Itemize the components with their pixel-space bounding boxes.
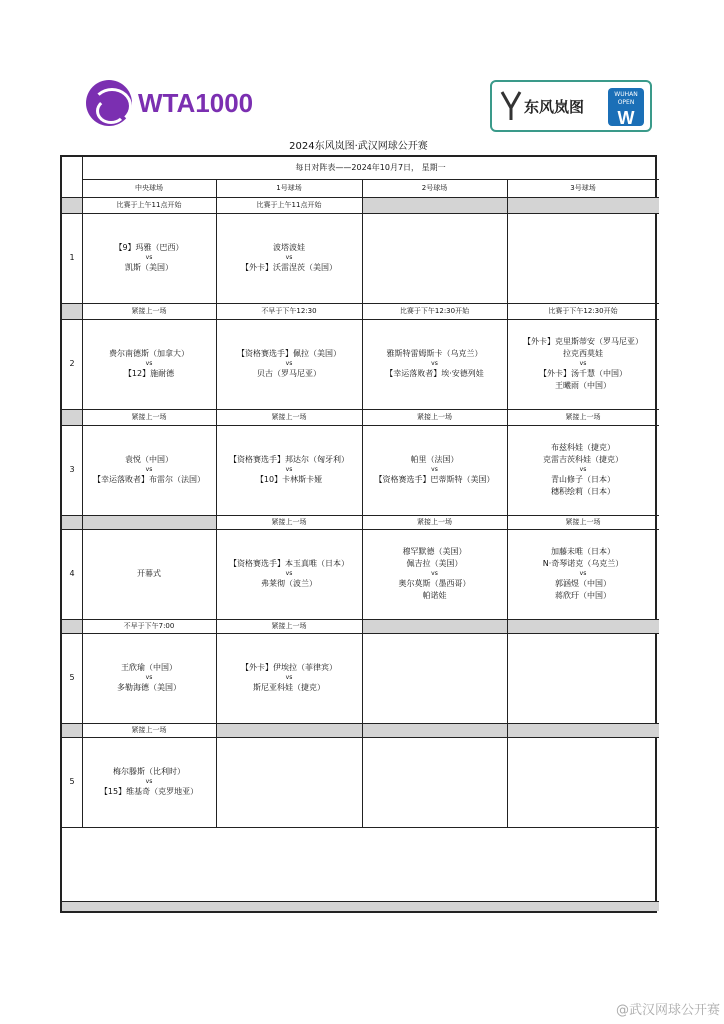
versus-label: vs: [145, 674, 153, 681]
versus-label: vs: [145, 778, 153, 785]
start-time-label: 比赛于上午11点开始: [256, 201, 322, 209]
sponsor-logo: [490, 80, 652, 132]
player-name: 【资格赛选手】本玉真唯（日本）: [229, 559, 349, 568]
grid-line: [62, 425, 659, 426]
match-cell: [82, 319, 216, 409]
grid-line: [62, 319, 659, 320]
match-cell: [216, 425, 362, 515]
player-name: 帕里（法国）: [410, 455, 459, 464]
match-cell: [362, 529, 507, 619]
match-order-number: 1: [69, 253, 75, 262]
grid-line: [82, 157, 83, 827]
grid-line: [82, 179, 659, 180]
match-order-number: 5: [69, 777, 75, 786]
match-cell: [82, 425, 216, 515]
match-cell: [507, 529, 659, 619]
player-name: 【幸运落败者】埃·安德列娃: [385, 369, 484, 378]
match-order-number: 2: [69, 359, 75, 368]
grid-line: [62, 633, 659, 634]
versus-label: vs: [579, 466, 587, 473]
grid-line: [62, 197, 659, 198]
court-header: 1号球场: [276, 184, 302, 192]
match-cell: [507, 633, 659, 723]
start-time-label: 比赛于下午12:30开始: [399, 307, 470, 315]
grid-line: [507, 179, 508, 827]
grid-line: [62, 409, 659, 410]
time-row-background: [62, 515, 82, 529]
player-name: 青山修子（日本）: [551, 475, 615, 484]
player-name: N·奇琴诺克（乌克兰）: [542, 559, 624, 568]
start-time-label: 紧接上一场: [271, 518, 307, 526]
grid-line: [62, 515, 659, 516]
time-row-background: [62, 303, 82, 319]
start-time-label: 紧接上一场: [565, 518, 601, 526]
footer-strip: [62, 901, 659, 911]
versus-label: vs: [285, 570, 293, 577]
player-name: 王欣瑜（中国）: [121, 663, 177, 672]
player-name: 袁悦（中国）: [125, 455, 173, 464]
court-header: 2号球场: [421, 184, 448, 192]
match-cell: [507, 737, 659, 827]
match-cell: [82, 633, 216, 723]
start-time-label: 不早于下午12:30: [261, 307, 317, 315]
player-name: 蒋欣玗（中国）: [555, 591, 611, 600]
match-cell: [362, 633, 507, 723]
player-name: 【资格赛选手】邦达尔（匈牙利）: [229, 455, 349, 464]
player-name: 【资格赛选手】巴蒂斯特（美国）: [374, 475, 495, 484]
grid-line: [62, 901, 659, 902]
grid-line: [62, 737, 659, 738]
start-time-label: [507, 197, 659, 213]
grid-line: [62, 213, 659, 214]
player-name: 【12】施耐德: [123, 369, 175, 378]
match-cell: [216, 633, 362, 723]
tennis-ball-icon: [86, 80, 132, 126]
match-cell: [82, 737, 216, 827]
match-cell: [216, 213, 362, 303]
player-name: 【15】维基奇（克罗地亚）: [99, 787, 199, 796]
versus-label: vs: [145, 466, 153, 473]
player-name: 加藤未唯（日本）: [551, 547, 615, 556]
player-name: 【外卡】汤千慧（中国）: [539, 369, 627, 378]
player-name: 【幸运落败者】布雷尔（法国）: [93, 475, 205, 484]
grid-line: [62, 303, 659, 304]
player-name: 梅尔滕斯（比利时）: [113, 767, 185, 776]
voyah-mark-icon: [500, 90, 522, 122]
match-cell: [82, 529, 216, 619]
player-name: 弗莱彻（波兰）: [261, 579, 317, 588]
start-time-label: [507, 723, 659, 737]
time-row-background: [62, 197, 82, 213]
wuhan-open-logo: WUHAN OPEN W: [608, 88, 644, 126]
match-cell: [362, 737, 507, 827]
sponsor-name: 东风岚图: [524, 98, 585, 116]
versus-label: vs: [579, 570, 587, 577]
player-name: 【资格赛选手】佩拉（美国）: [237, 349, 341, 358]
start-time-label: [362, 619, 507, 633]
start-time-label: 紧接上一场: [417, 518, 452, 526]
wta-logo-text: WTA1000: [138, 88, 254, 118]
grid-line: [62, 827, 659, 828]
start-time-label: [507, 619, 659, 633]
start-time-label: 紧接上一场: [271, 413, 307, 421]
player-name: 佩吉拉（美国）: [406, 559, 463, 568]
versus-label: vs: [285, 466, 293, 473]
versus-label: vs: [285, 674, 293, 681]
player-name: 拉克西莫娃: [563, 349, 603, 358]
player-name: 郭涵煜（中国）: [555, 579, 611, 588]
player-name: 奥尔莫斯（墨西哥）: [398, 579, 471, 588]
schedule-subtitle: 每日对阵表——2024年10月7日， 星期一: [295, 163, 446, 172]
match-order-number: 4: [69, 569, 75, 578]
start-time-label: [216, 723, 362, 737]
start-time-label: [362, 723, 507, 737]
versus-label: vs: [579, 360, 587, 367]
player-name: 穆罕默德（美国）: [402, 547, 467, 556]
versus-label: vs: [285, 254, 293, 261]
grid-line: [62, 723, 659, 724]
player-name: 【9】玛雅（巴西）: [114, 243, 184, 252]
player-name: 开幕式: [137, 569, 161, 578]
start-time-label: 紧接上一场: [131, 413, 167, 421]
court-header: 3号球场: [570, 184, 596, 192]
time-row-background: [62, 723, 82, 737]
grid-line: [362, 179, 363, 827]
match-cell: [216, 319, 362, 409]
versus-label: vs: [285, 360, 293, 367]
player-name: 凯斯（美国）: [125, 263, 173, 272]
player-name: 帕诺娃: [422, 591, 447, 600]
weibo-watermark: @武汉网球公开赛: [615, 1003, 720, 1018]
match-cell: [362, 319, 507, 409]
player-name: 穗积绘莉（日本）: [551, 487, 615, 496]
grid-line: [62, 619, 659, 620]
start-time-label: 不早于下午7:00: [123, 622, 175, 630]
match-cell: [82, 213, 216, 303]
start-time-label: 紧接上一场: [131, 307, 167, 315]
player-name: 费尔南德斯（加拿大）: [109, 349, 189, 358]
match-cell: [216, 529, 362, 619]
time-row-background: [62, 409, 82, 425]
player-name: 波塔波娃: [273, 243, 305, 252]
match-order-number: 3: [69, 465, 75, 474]
match-cell: [216, 737, 362, 827]
match-cell: [507, 213, 659, 303]
order-of-play-table: [60, 155, 657, 913]
player-name: 克雷吉茨科娃（捷克）: [543, 455, 623, 464]
start-time-label: 紧接上一场: [131, 726, 167, 734]
player-name: 多勒海德（美国）: [117, 683, 181, 692]
court-header: 中央球场: [135, 184, 163, 192]
player-name: 王曦雨（中国）: [555, 381, 611, 390]
versus-label: vs: [145, 254, 153, 261]
time-row-background: [62, 619, 82, 633]
start-time-label: 紧接上一场: [565, 413, 601, 421]
versus-label: vs: [431, 360, 438, 367]
start-time-label: 比赛于下午12:30开始: [548, 307, 618, 315]
wta-logo: [86, 80, 266, 132]
player-name: 【外卡】克里斯蒂安（罗马尼亚）: [523, 337, 643, 346]
start-time-label: 紧接上一场: [417, 413, 452, 421]
grid-line: [62, 529, 659, 530]
versus-label: vs: [145, 360, 153, 367]
player-name: 布兹科娃（捷克）: [551, 443, 615, 452]
player-name: 斯尼亚科娃（捷克）: [253, 683, 325, 692]
match-order-number: 5: [69, 673, 75, 682]
start-time-label: [82, 515, 216, 529]
player-name: 【外卡】伊埃拉（菲律宾）: [241, 663, 337, 672]
match-cell: [362, 213, 507, 303]
start-time-label: [362, 197, 507, 213]
grid-line: [216, 179, 217, 827]
player-name: 【外卡】沃雷涅茨（美国）: [241, 263, 337, 272]
player-name: 【10】卡林斯卡娅: [255, 475, 323, 484]
player-name: 雅斯特雷姆斯卡（乌克兰）: [386, 349, 483, 358]
start-time-label: 比赛于上午11点开始: [116, 201, 182, 209]
start-time-label: 紧接上一场: [271, 622, 307, 630]
match-cell: [362, 425, 507, 515]
versus-label: vs: [431, 570, 438, 577]
player-name: 贝古（罗马尼亚）: [257, 369, 321, 378]
match-cell: [507, 425, 659, 515]
match-cell: [507, 319, 659, 409]
versus-label: vs: [431, 466, 438, 473]
document-title: 2024东风岚图·武汉网球公开赛: [289, 141, 428, 152]
